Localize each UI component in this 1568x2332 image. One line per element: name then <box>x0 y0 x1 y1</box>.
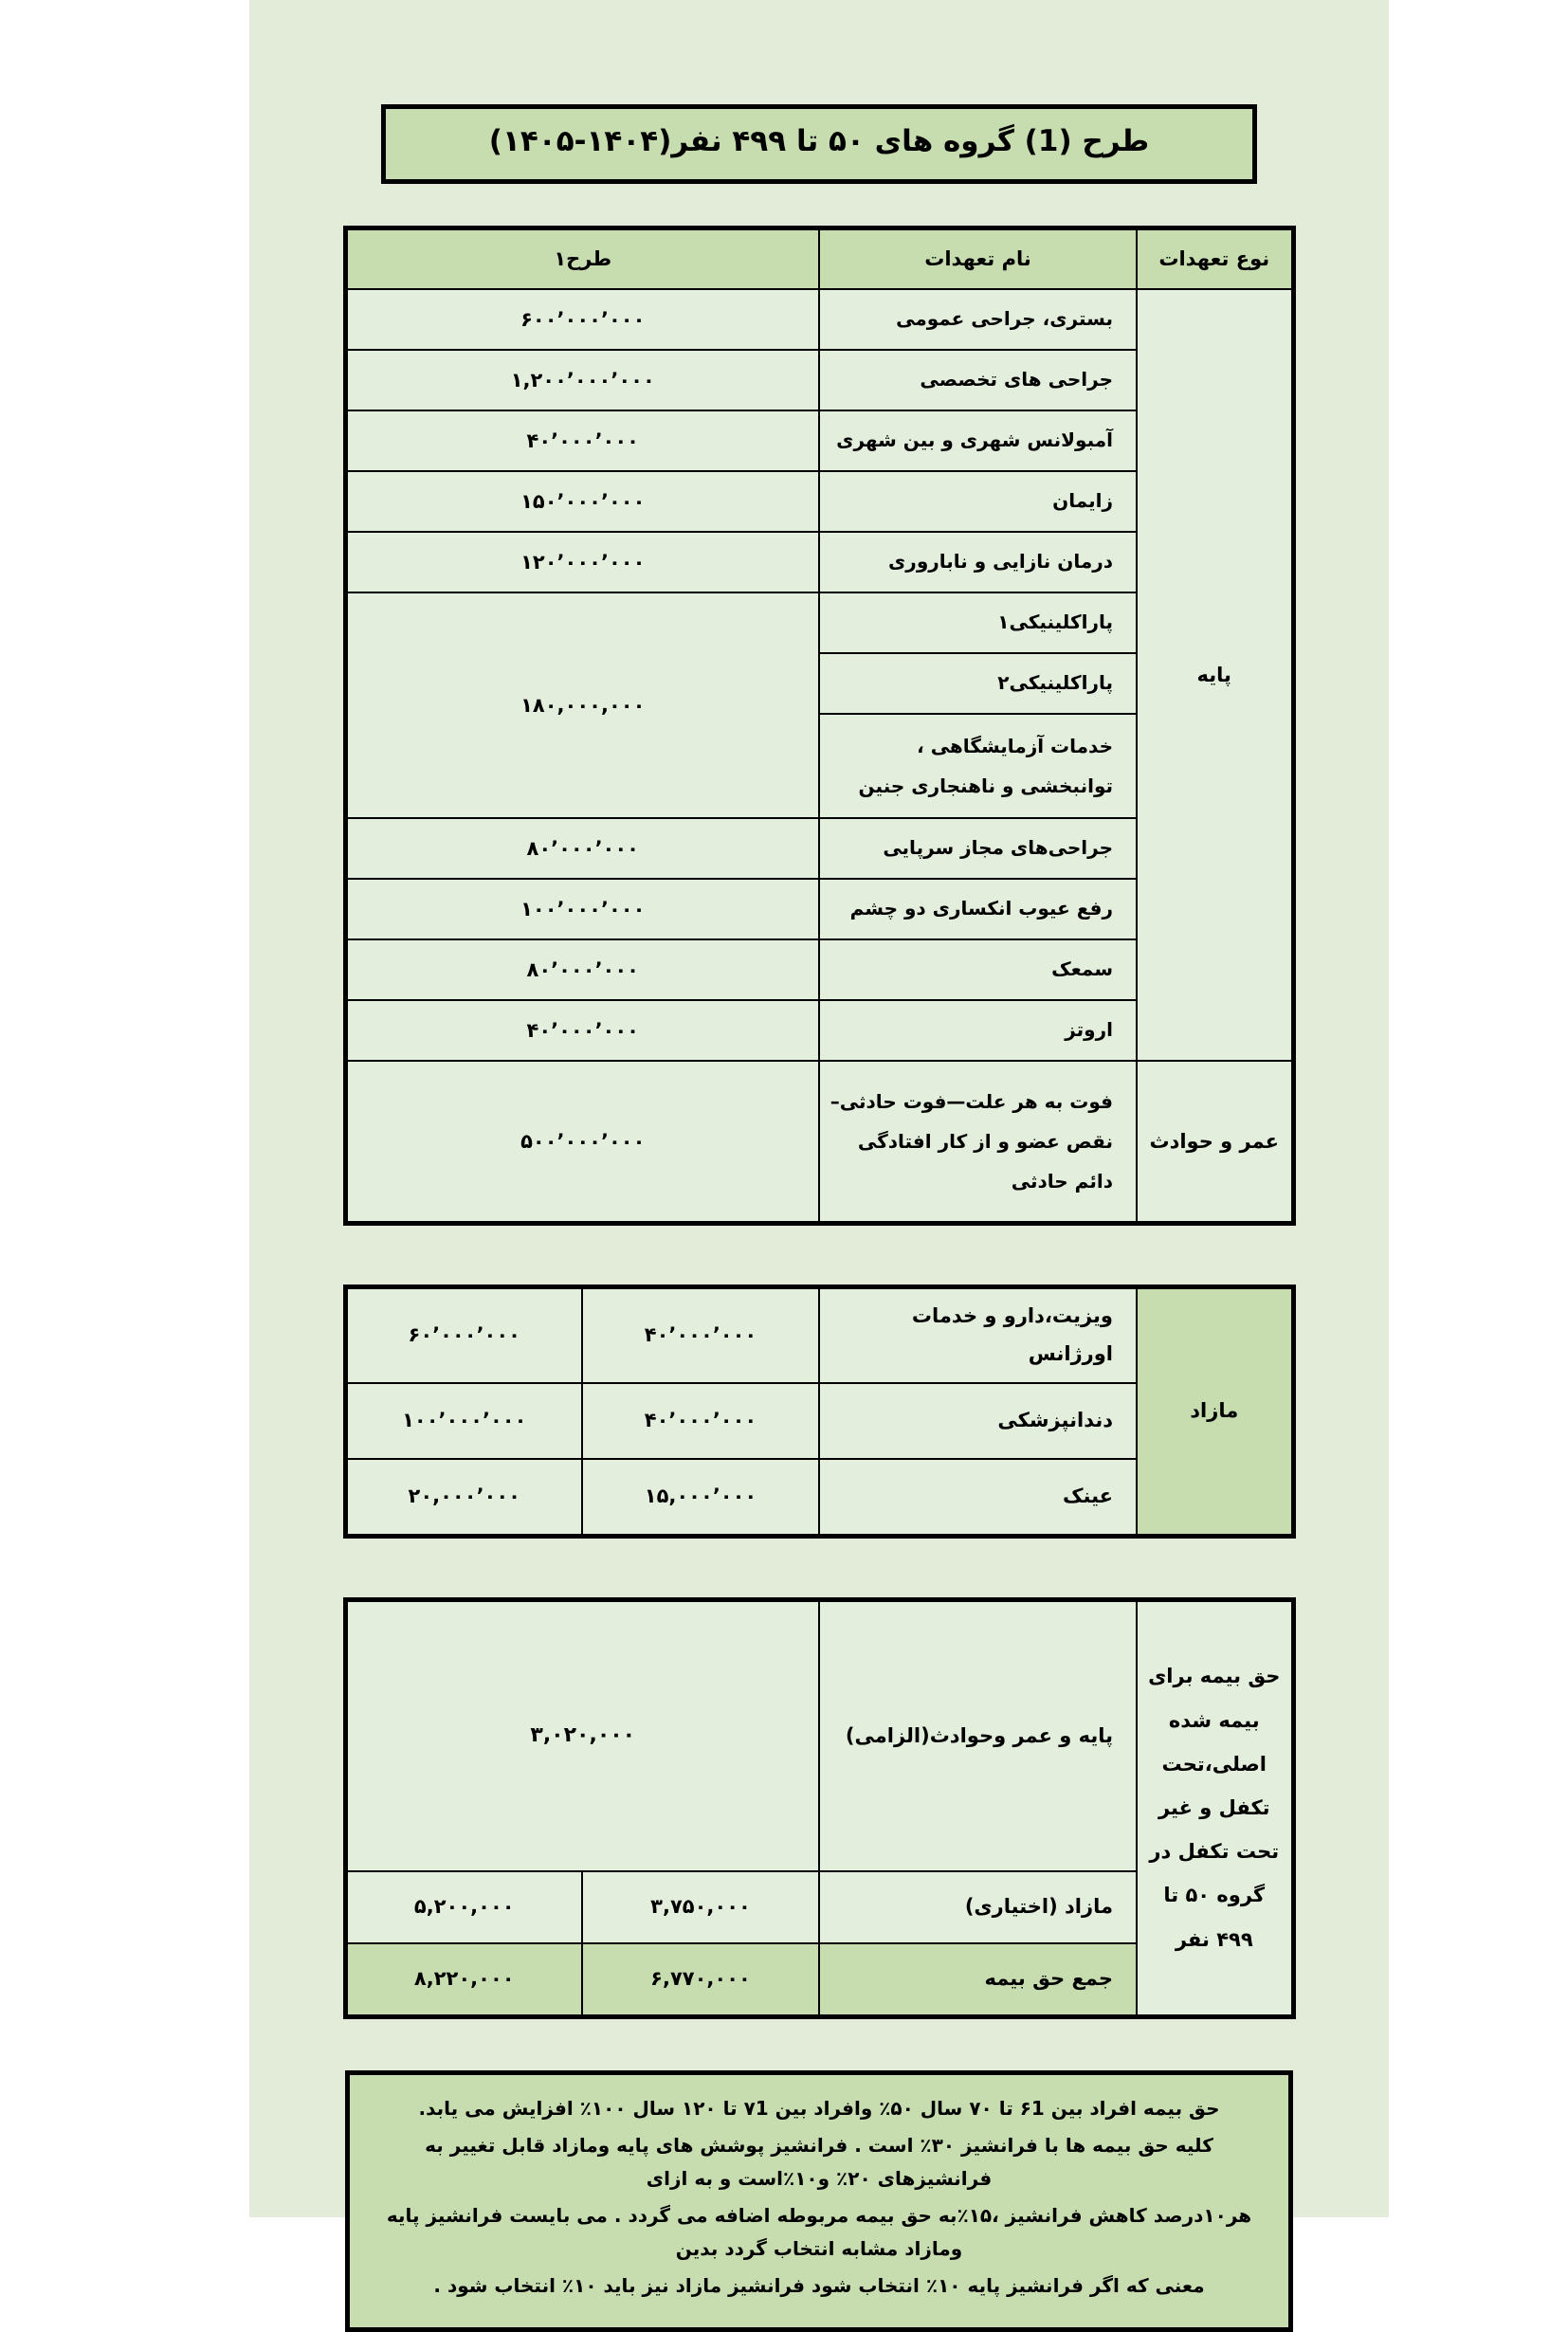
footnote-line: کلیه حق بیمه ها با فرانشیز ۳۰٪ است . فرانشیز پوشش های پایه ومازاد قابل تغییر به فرانشیزهای ۲۰٪ و۱۰٪است و به ازای <box>425 2133 1213 2190</box>
benefit-value: ۱۲۰٬۰۰۰٬۰۰۰ <box>345 532 819 592</box>
document-title-bar <box>381 104 1257 184</box>
premium-optional-value-1: ۳,۷۵۰,۰۰۰ <box>582 1871 819 1943</box>
benefit-name: جراحی‌های مجاز سرپایی <box>819 818 1137 879</box>
premium-mandatory-name: پایه و عمر وحوادث(الزامی) <box>819 1599 1137 1871</box>
premium-table <box>343 1597 1296 2019</box>
table-row <box>345 289 1293 350</box>
benefit-name: بستری، جراحی عمومی <box>819 289 1137 350</box>
premium-side-label: حق بیمه برای بیمه شده اصلی،تحت تکفل و غیر تحت تکفل در گروه ۵۰ تا ۴۹۹ نفر <box>1137 1599 1293 2016</box>
benefit-name: اروتز <box>819 1000 1137 1061</box>
benefit-value: ۸۰٬۰۰۰٬۰۰۰ <box>345 939 819 1000</box>
benefit-name: جراحی های تخصصی <box>819 350 1137 410</box>
benefit-value: ۸۰٬۰۰۰٬۰۰۰ <box>345 818 819 879</box>
header-plan-1: طرح۱ <box>345 228 819 289</box>
table-row <box>345 1286 1293 1382</box>
benefits-table <box>343 226 1296 1226</box>
surplus-value-2: ۱۰۰٬۰۰۰٬۰۰۰ <box>345 1383 582 1459</box>
footnote-line: هر۱۰درصد کاهش فرانشیز ،۱۵٪به حق بیمه مربوطه اضافه می گردد . می بایست فرانشیز پایه ومازاد مشابه انتخاب گردد بدین <box>386 2203 1252 2260</box>
benefit-name: رفع عیوب انکساری دو چشم <box>819 879 1137 939</box>
surplus-value-1: ۴۰٬۰۰۰٬۰۰۰ <box>582 1383 819 1459</box>
benefit-name-paraclinic-2: پاراکلینیکی۲ <box>819 653 1137 714</box>
category-surplus: مازاد <box>1137 1286 1293 1536</box>
premium-total-name: جمع حق بیمه <box>819 1943 1137 2017</box>
header-commitment-name: نام تعهدات <box>819 228 1137 289</box>
premium-mandatory-value: ۳,۰۲۰,۰۰۰ <box>345 1599 819 1871</box>
surplus-value-2: ۶۰٬۰۰۰٬۰۰۰ <box>345 1286 582 1382</box>
surplus-name: عینک <box>819 1459 1137 1537</box>
benefit-name-paraclinic-1: پاراکلینیکی۱ <box>819 592 1137 653</box>
benefit-value: ۱,۲۰۰٬۰۰۰٬۰۰۰ <box>345 350 819 410</box>
benefit-name: زایمان <box>819 471 1137 532</box>
surplus-value-1: ۴۰٬۰۰۰٬۰۰۰ <box>582 1286 819 1382</box>
benefit-value: ۴۰٬۰۰۰٬۰۰۰ <box>345 410 819 471</box>
category-life-accident: عمر و حوادث <box>1137 1061 1293 1224</box>
benefit-value-paraclinic: ۱۸۰,۰۰۰,۰۰۰ <box>345 592 819 818</box>
footnotes-box <box>345 2070 1293 2332</box>
premium-total-value-2: ۸,۲۲۰,۰۰۰ <box>345 1943 582 2017</box>
benefit-value-life: ۵۰۰٬۰۰۰٬۰۰۰ <box>345 1061 819 1224</box>
document-page <box>249 0 1389 2297</box>
benefit-value: ۶۰۰٬۰۰۰٬۰۰۰ <box>345 289 819 350</box>
benefit-value: ۱۵۰٬۰۰۰٬۰۰۰ <box>345 471 819 532</box>
premium-total-value-1: ۶,۷۷۰,۰۰۰ <box>582 1943 819 2017</box>
benefit-name: سمعک <box>819 939 1137 1000</box>
footnote-line: معنی که اگر فرانشیز پایه ۱۰٪ انتخاب شود فرانشیز مازاد نیز باید ۱۰٪ انتخاب شود . <box>433 2273 1205 2297</box>
premium-optional-value-2: ۵,۲۰۰,۰۰۰ <box>345 1871 582 1943</box>
table-row <box>345 1599 1293 1871</box>
benefit-value: ۱۰۰٬۰۰۰٬۰۰۰ <box>345 879 819 939</box>
benefit-value: ۴۰٬۰۰۰٬۰۰۰ <box>345 1000 819 1061</box>
benefit-name-lab-rehab: خدمات آزمایشگاهی ، توانبخشی و ناهنجاری جنین <box>819 714 1137 818</box>
page-title: طرح (1) گروه های ۵۰ تا ۴۹۹ نفر(۱۴۰۴-۱۴۰۵) <box>488 124 1150 158</box>
table-header-row <box>345 228 1293 289</box>
benefit-name-life: فوت به هر علت—فوت حادثی–نقص عضو و از کار افتادگی دائم حادثی <box>819 1061 1137 1224</box>
category-basic: پایه <box>1137 289 1293 1061</box>
surplus-table <box>343 1284 1296 1539</box>
surplus-value-1: ۱۵,۰۰۰٬۰۰۰ <box>582 1459 819 1537</box>
premium-optional-name: مازاد (اختیاری) <box>819 1871 1137 1943</box>
surplus-name: ویزیت،دارو و خدمات اورژانس <box>819 1286 1137 1382</box>
benefit-name: آمبولانس شهری و بین شهری <box>819 410 1137 471</box>
benefit-name: درمان نازایی و ناباروری <box>819 532 1137 592</box>
surplus-name: دندانپزشکی <box>819 1383 1137 1459</box>
table-row <box>345 1061 1293 1224</box>
surplus-value-2: ۲۰,۰۰۰٬۰۰۰ <box>345 1459 582 1537</box>
footnote-line: حق بیمه افراد بین ۶1 تا ۷۰ سال ۵۰٪ وافراد بین ۷1 تا ۱۲۰ سال ۱۰۰٪ افزایش می یابد. <box>418 2096 1220 2120</box>
header-commitment-type: نوع تعهدات <box>1137 228 1293 289</box>
